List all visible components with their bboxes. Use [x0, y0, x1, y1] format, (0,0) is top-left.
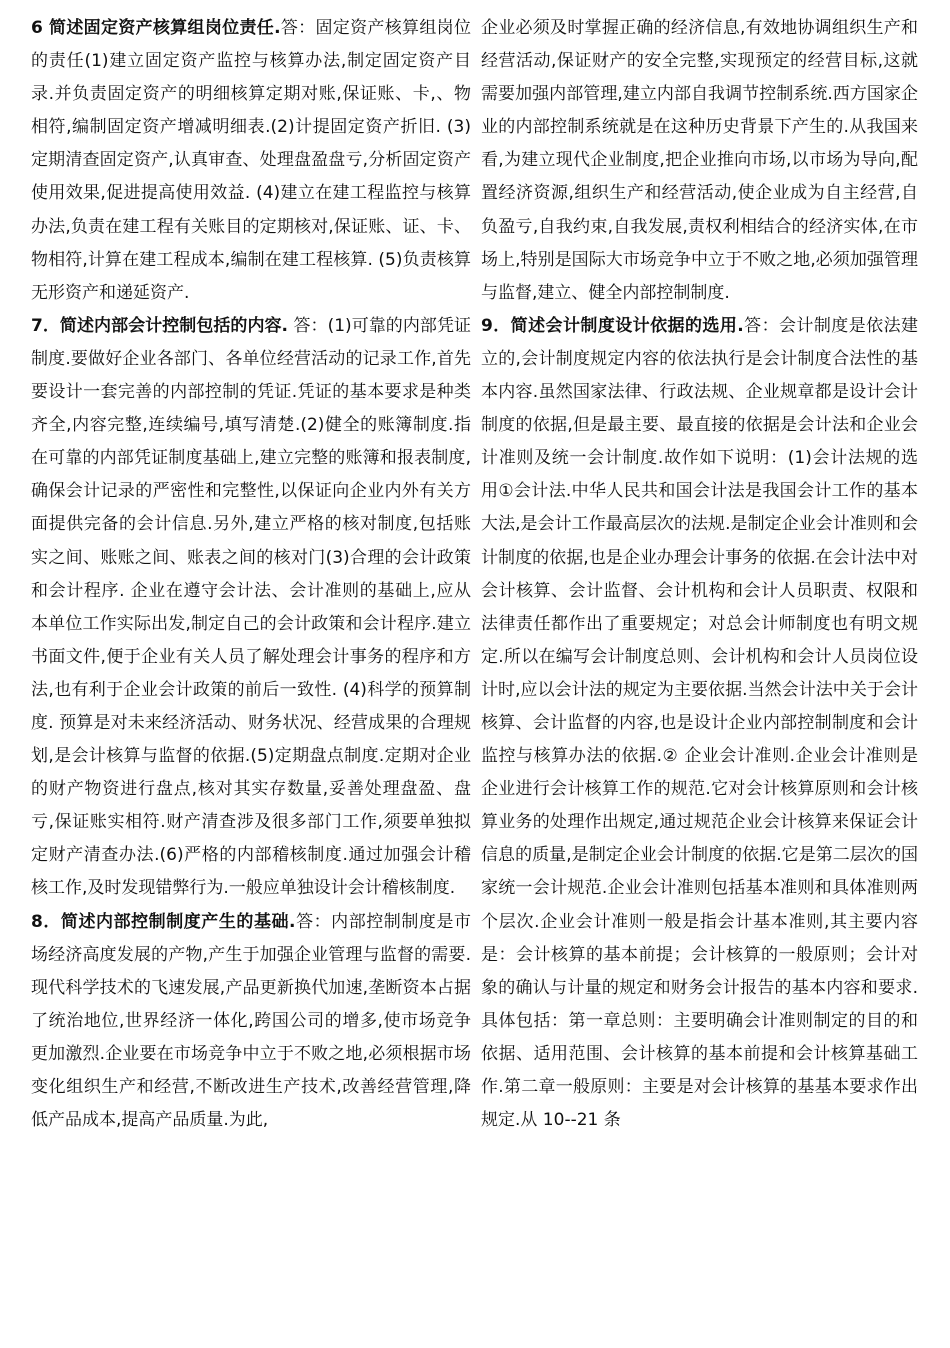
question-8-title: 8．简述内部控制制度产生的基础.: [31, 911, 296, 932]
question-9: [481, 310, 918, 1137]
question-7-answer: 答：(1)可靠的内部凭证制度.要做好企业各部门、各单位经营活动的记录工作,首先要设计一套完善的内部控制的凭证.凭证的基本要求是种类齐全,内容完整,连续编号,填写清楚.(2)健全的账簿制度.指在可靠的内部凭证制度基础上,建立完整的账簿和报表制度,确保会计记录的严密性和完整性,以保证向企业内外有关方面提供完备的会计信息.另外,建立严格的核对制度,包括账实之间、账账之间、账表之间的核对门(3)合理的会计政策和会计程序. 企业在遵守会计法、会计准则的基础上,应从本单位工作实际出发,制定自己的会计政策和会计程序.建立书面文件,便于企业有关人员了解处理会计事务的程序和方法,也有利于企业会计政策的前后一致性. (4)科学的预算制度. 预算是对未来经济活动、财务状况、经营成果的合理规划,是会计核算与监督的依据.(5)定期盘点制度.定期对企业的财产物资进行盘点,核对其实存数量,妥善处理盘盈、盘亏,保证账实相符.财产清查涉及很多部门工作,须要单独拟定财产清查办法.(6)严格的内部稽核制度.通过加强会计稽核工作,及时发现错弊行为.一般应单独设计会计稽核制度.: [31, 315, 472, 899]
left-column: [31, 12, 471, 1137]
question-6-title: 6 简述固定资产核算组岗位责任.: [31, 18, 281, 38]
question-7-title: 7．简述内部会计控制包括的内容.: [31, 315, 289, 336]
question-8-answer-continued: 企业必须及时掌握正确的经济信息,有效地协调组织生产和经营活动,保证财产的安全完整,实现预定的经营目标,这就需要加强内部管理,建立内部自我调节控制系统.西方国家企业的内部控制系统就是在这种历史背景下产生的.从我国来看,为建立现代企业制度,把企业推向市场,以市场为导向,配置经济资源,组织生产和经营活动,使企业成为自主经营,自负盈亏,自我约束,自我发展,责权利相结合的经济实体,在市场上,特别是国际大市场竞争中立于不败之地,必须加强管理与监督,建立、健全内部控制制度.: [481, 18, 918, 303]
question-9-answer: 答：会计制度是依法建立的,会计制度规定内容的依法执行是会计制度合法性的基本内容.虽然国家法律、行政法规、企业规章都是设计会计制度的依据,但是最主要、最直接的依据是会计法和企业会计准则及统一会计制度.故作如下说明：(1)会计法规的选用①会计法.中华人民共和国会计法是我国会计工作的基本大法,是会计工作最高层次的法规.是制定企业会计准则和会计制度的依据,也是企业办理会计事务的依据.在会计法中对会计核算、会计监督、会计机构和会计人员职责、权限和法律责任都作出了重要规定；对总会计师制度也有明文规定.所以在编写会计制度总则、会计机构和会计人员岗位设计时,应以会计法的规定为主要依据.当然会计法中关于会计核算、会计监督的内容,也是设计企业内部控制制度和会计监控与核算办法的依据.② 企业会计准则.企业会计准则是企业进行会计核算工作的规范.它对会计核算原则和会计核算业务的处理作出规定,通过规范企业会计核算来保证会计信息的质量,是制定企业会计制度的依据.它是第二层次的国家统一会计规范.企业会计准则包括基本准则和具体准则两个层次.企业会计准则一般是指会计基本准则,其主要内容是：会计核算的基本前提；会计核算的一般原则；会计对象的确认与计量的规定和财务会计报告的基本内容和要求.具体包括：第一章总则：主要明确会计准则制定的目的和依据、适用范围、会计核算的基本前提和会计核算基础工作.第二章一般原则：主要是对会计核算的基基本要求作出规定.从 10--21 条: [481, 315, 918, 1131]
question-6-answer: 答：固定资产核算组岗位的责任(1)建立固定资产监控与核算办法,制定固定资产目录.并负责固定资产的明细核算定期对账,保证账、卡,、物相符,编制固定资产增减明细表.(2)计提固定资产折旧. (3)定期清查固定资产,认真审查、处理盘盈盘亏,分析固定资产使用效果,促进提高使用效益. (4)建立在建工程监控与核算办法,负责在建工程有关账目的定期核对,保证账、证、卡、物相符,计算在建工程成本,编制在建工程核算. (5)负责核算无形资产和递延资产.: [31, 18, 471, 303]
question-9-title: 9．简述会计制度设计依据的选用.: [481, 315, 744, 336]
question-6: [31, 12, 471, 310]
right-column: [481, 12, 918, 1137]
question-8-continued: [481, 12, 918, 310]
question-7: [31, 310, 471, 906]
question-8: [31, 906, 471, 1138]
question-8-answer: 答：内部控制制度是市场经济高度发展的产物,产生于加强企业管理与监督的需要.现代科学技术的飞速发展,产品更新换代加速,垄断资本占据了统治地位,世界经济一体化,跨国公司的增多,使市场竞争更加激烈.企业要在市场竞争中立于不败之地,必须根据市场变化组织生产和经营,不断改进生产技术,改善经营管理,降低产品成本,提高产品质量.为此,: [31, 911, 471, 1131]
